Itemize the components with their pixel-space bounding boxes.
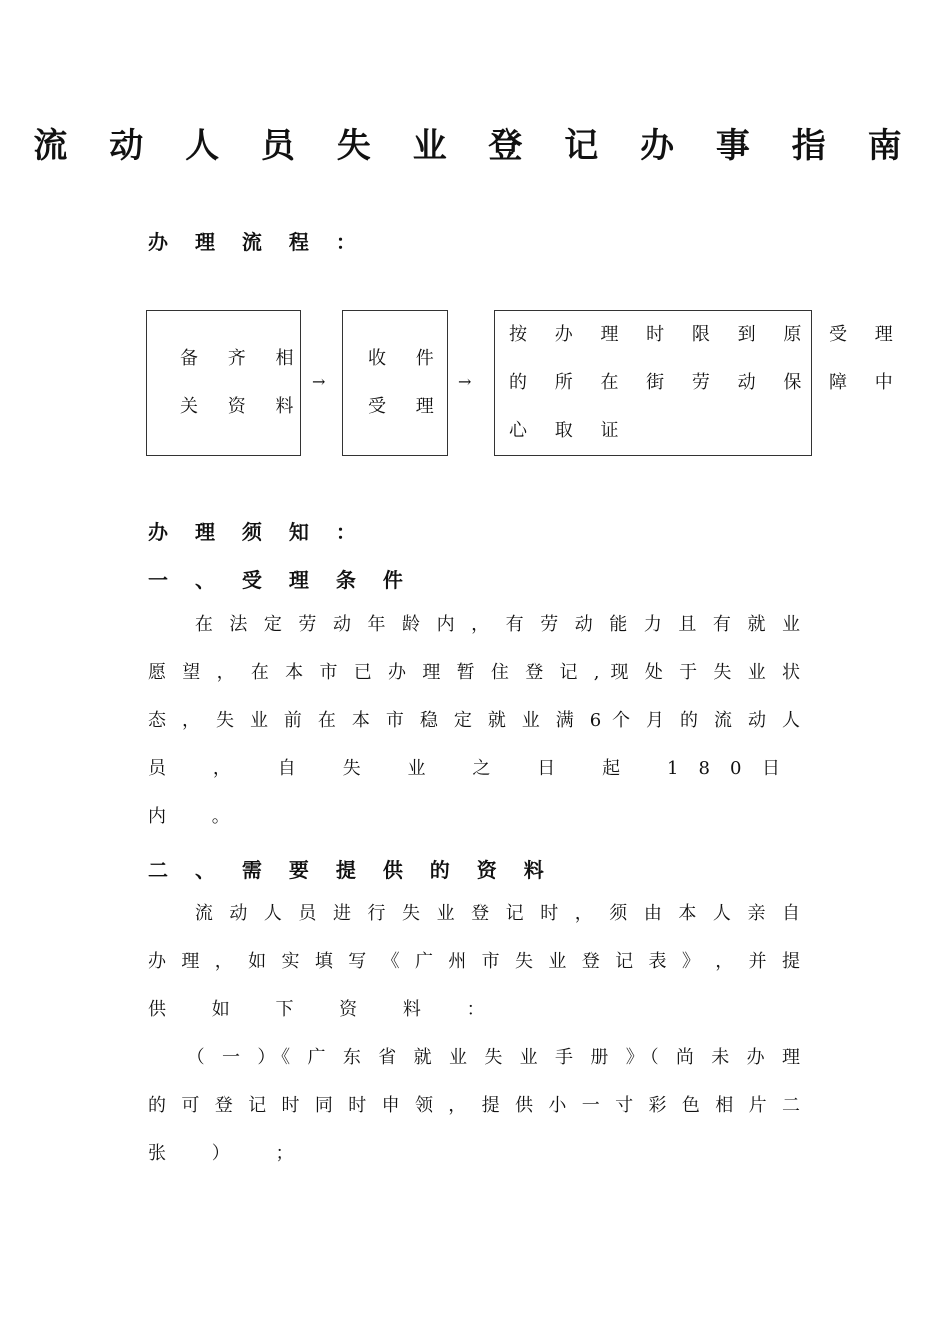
section-materials-body (148, 890, 800, 1178)
flow-step-prepare-text (180, 335, 305, 431)
flow-step-receive-text (368, 335, 446, 431)
section-heading-conditions: 一 、 受 理 条 件 (148, 568, 413, 592)
page-title: 流 动 人 员 失 业 登 记 办 事 指 南 (33, 126, 917, 166)
paragraph-line: 员 ， 自 失 业 之 日 起 180日 内 。 (148, 758, 800, 827)
section-heading-materials: 二 、 需 要 提 供 的 资 料 (148, 858, 554, 882)
paragraph-line: （ 一 ）《 广 东 省 就 业 失 业 手 册 》（ 尚 未 办 理 (148, 1047, 800, 1068)
flow-step-collect-text (509, 311, 904, 455)
flow-step-collect-line: 的 所 在 街 劳 动 保 障 中 (509, 372, 904, 393)
paragraph-line: 态 ， 失 业 前 在 本 市 稳 定 就 业 满 6 个 月 的 流 动 人 (148, 710, 800, 731)
notice-heading: 办 理 须 知 ： (148, 520, 366, 544)
flow-step-receive-line: 收 件 (368, 348, 446, 369)
process-heading: 办 理 流 程 ： (148, 230, 366, 254)
flow-arrow-icon: → (312, 372, 326, 391)
flow-step-collect-line: 心 取 证 (509, 420, 630, 441)
flow-arrow-icon: → (458, 372, 472, 391)
flow-step-collect-line: 按 办 理 时 限 到 原 受 理 (509, 324, 904, 345)
paragraph-line: 供 如 下 资 料 ： (148, 999, 505, 1020)
flow-step-receive-line: 受 理 (368, 396, 446, 417)
flow-step-prepare-line: 关 资 料 (180, 396, 306, 417)
paragraph-line: 的 可 登 记 时 同 时 申 领 ， 提 供 小 一 寸 彩 色 相 片 二 (148, 1095, 800, 1116)
section-conditions-body (148, 601, 800, 827)
paragraph-line: 愿 望 ， 在 本 市 已 办 理 暂 住 登 记 , 现 处 于 失 业 状 (148, 662, 800, 683)
paragraph-line: 在 法 定 劳 动 年 龄 内 ， 有 劳 动 能 力 且 有 就 业 (148, 614, 800, 635)
paragraph-line: 流 动 人 员 进 行 失 业 登 记 时 ， 须 由 本 人 亲 自 (148, 903, 800, 924)
flow-step-prepare-line: 备 齐 相 (180, 348, 306, 369)
paragraph-line: 张 ） ； (148, 1143, 314, 1164)
paragraph-line: 办 理 ， 如 实 填 写 《 广 州 市 失 业 登 记 表 》 ， 并 提 (148, 951, 800, 972)
